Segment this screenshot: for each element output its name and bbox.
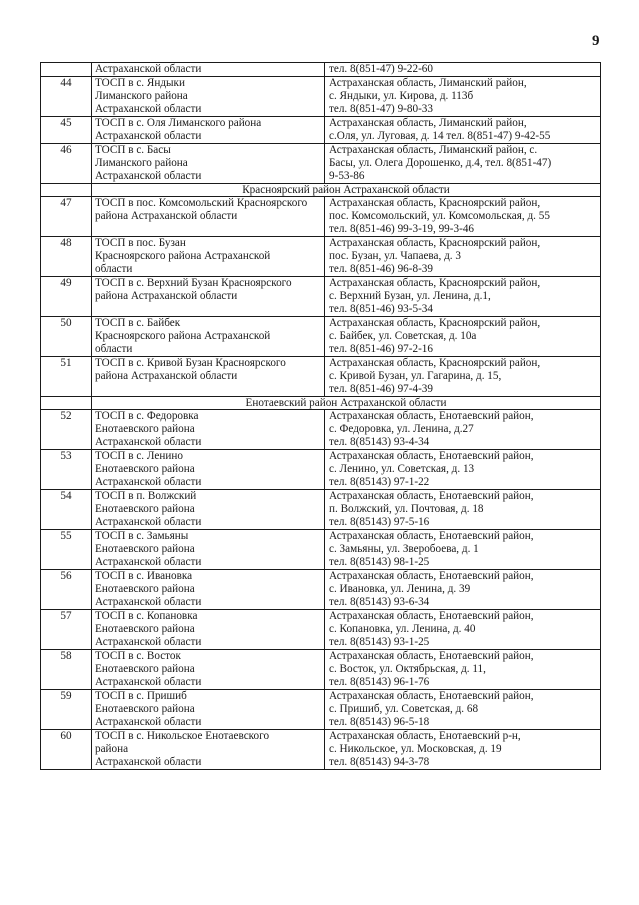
office-list-table [40,62,601,770]
section-num-cell [41,184,92,197]
table-row [41,610,601,650]
table-row [41,650,601,690]
section-title: Красноярский район Астраханской области [92,184,601,197]
office-address: Астраханская область, Енотаевский район, с. Ивановка, ул. Ленина, д. 39 тел. 8(85143) 93-6-34 [325,570,601,610]
table-row [41,144,601,184]
office-address: Астраханская область, Лиманский район, с. Басы, ул. Олега Дорошенко, д.4, тел. 8(851-47) 9-53-86 [325,144,601,184]
office-address: Астраханская область, Красноярский район, с. Байбек, ул. Советская, д. 10а тел. 8(851-46) 97-2-16 [325,317,601,357]
row-number: 53 [41,450,92,490]
section-num-cell [41,397,92,410]
office-address: Астраханская область, Енотаевский район, с. Замьяны, ул. Зверобоева, д. 1 тел. 8(85143) 98-1-25 [325,530,601,570]
row-number: 46 [41,144,92,184]
office-name: ТОСП в с. Замьяны Енотаевского района Астраханской области [92,530,325,570]
office-name: ТОСП в с. Ленино Енотаевского района Астраханской области [92,450,325,490]
table-row [41,63,601,77]
row-number: 57 [41,610,92,650]
row-number: 48 [41,237,92,277]
office-name: ТОСП в пос. Комсомольский Красноярского района Астраханской области [92,197,325,237]
table-row [41,197,601,237]
office-name: ТОСП в с. Кривой Бузан Красноярского района Астраханской области [92,357,325,397]
row-number: 59 [41,690,92,730]
page-number: 9 [592,33,600,49]
row-number: 49 [41,277,92,317]
office-address: Астраханская область, Енотаевский р-н, с. Никольское, ул. Московская, д. 19 тел. 8(85143) 94-3-78 [325,730,601,770]
section-header-row [41,397,601,410]
row-number: 56 [41,570,92,610]
row-number: 51 [41,357,92,397]
row-number: 58 [41,650,92,690]
table-row [41,450,601,490]
table-row [41,117,601,144]
table-row [41,730,601,770]
row-number: 50 [41,317,92,357]
office-name: ТОСП в с. Оля Лиманского района Астраханской области [92,117,325,144]
office-address: Астраханская область, Лиманский район, с.Оля, ул. Луговая, д. 14 тел. 8(851-47) 9-42-55 [325,117,601,144]
table-row [41,317,601,357]
table-row [41,277,601,317]
office-address: тел. 8(851-47) 9-22-60 [325,63,601,77]
table-row [41,690,601,730]
table-row [41,410,601,450]
office-address: Астраханская область, Енотаевский район, с. Восток, ул. Октябрьская, д. 11, тел. 8(85143) 96-1-76 [325,650,601,690]
office-name: ТОСП в с. Басы Лиманского района Астраханской области [92,144,325,184]
office-name: ТОСП в с. Ивановка Енотаевского района Астраханской области [92,570,325,610]
office-address: Астраханская область, Енотаевский район, с. Федоровка, ул. Ленина, д.27 тел. 8(85143) 93-4-34 [325,410,601,450]
office-address: Астраханская область, Лиманский район, с. Яндыки, ул. Кирова, д. 113б тел. 8(851-47) 9-80-33 [325,77,601,117]
table-row [41,357,601,397]
office-name: Астраханской области [92,63,325,77]
table-row [41,237,601,277]
row-number: 55 [41,530,92,570]
office-name: ТОСП в с. Копановка Енотаевского района Астраханской области [92,610,325,650]
office-address: Астраханская область, Красноярский район, с. Кривой Бузан, ул. Гагарина, д. 15, тел. 8(851-46) 97-4-39 [325,357,601,397]
office-address: Астраханская область, Енотаевский район, с. Ленино, ул. Советская, д. 13 тел. 8(85143) 97-1-22 [325,450,601,490]
row-number: 44 [41,77,92,117]
office-address: Астраханская область, Енотаевский район, с. Копановка, ул. Ленина, д. 40 тел. 8(85143) 93-1-25 [325,610,601,650]
office-name: ТОСП в с. Верхний Бузан Красноярского района Астраханской области [92,277,325,317]
row-number: 54 [41,490,92,530]
office-name: ТОСП в п. Волжский Енотаевского района Астраханской области [92,490,325,530]
office-name: ТОСП в с. Байбек Красноярского района Астраханской области [92,317,325,357]
office-address: Астраханская область, Красноярский район, пос. Комсомольский, ул. Комсомольская, д. 55 тел. 8(851-46) 99-3-19, 99-3-46 [325,197,601,237]
office-name: ТОСП в с. Федоровка Енотаевского района Астраханской области [92,410,325,450]
row-number: 45 [41,117,92,144]
office-address: Астраханская область, Красноярский район, с. Верхний Бузан, ул. Ленина, д.1, тел. 8(851-46) 93-5-34 [325,277,601,317]
office-address: Астраханская область, Енотаевский район, п. Волжский, ул. Почтовая, д. 18 тел. 8(85143) 97-5-16 [325,490,601,530]
table-row [41,77,601,117]
office-name: ТОСП в пос. Бузан Красноярского района Астраханской области [92,237,325,277]
table-row [41,490,601,530]
office-list-body [41,63,601,770]
row-number: 60 [41,730,92,770]
office-name: ТОСП в с. Восток Енотаевского района Астраханской области [92,650,325,690]
row-number [41,63,92,77]
table-row [41,530,601,570]
section-title: Енотаевский район Астраханской области [92,397,601,410]
row-number: 47 [41,197,92,237]
office-address: Астраханская область, Красноярский район, пос. Бузан, ул. Чапаева, д. 3 тел. 8(851-46) 96-8-39 [325,237,601,277]
section-header-row [41,184,601,197]
office-name: ТОСП в с. Пришиб Енотаевского района Астраханской области [92,690,325,730]
office-address: Астраханская область, Енотаевский район, с. Пришиб, ул. Советская, д. 68 тел. 8(85143) 96-5-18 [325,690,601,730]
office-name: ТОСП в с. Никольское Енотаевского района Астраханской области [92,730,325,770]
office-name: ТОСП в с. Яндыки Лиманского района Астраханской области [92,77,325,117]
table-row [41,570,601,610]
row-number: 52 [41,410,92,450]
